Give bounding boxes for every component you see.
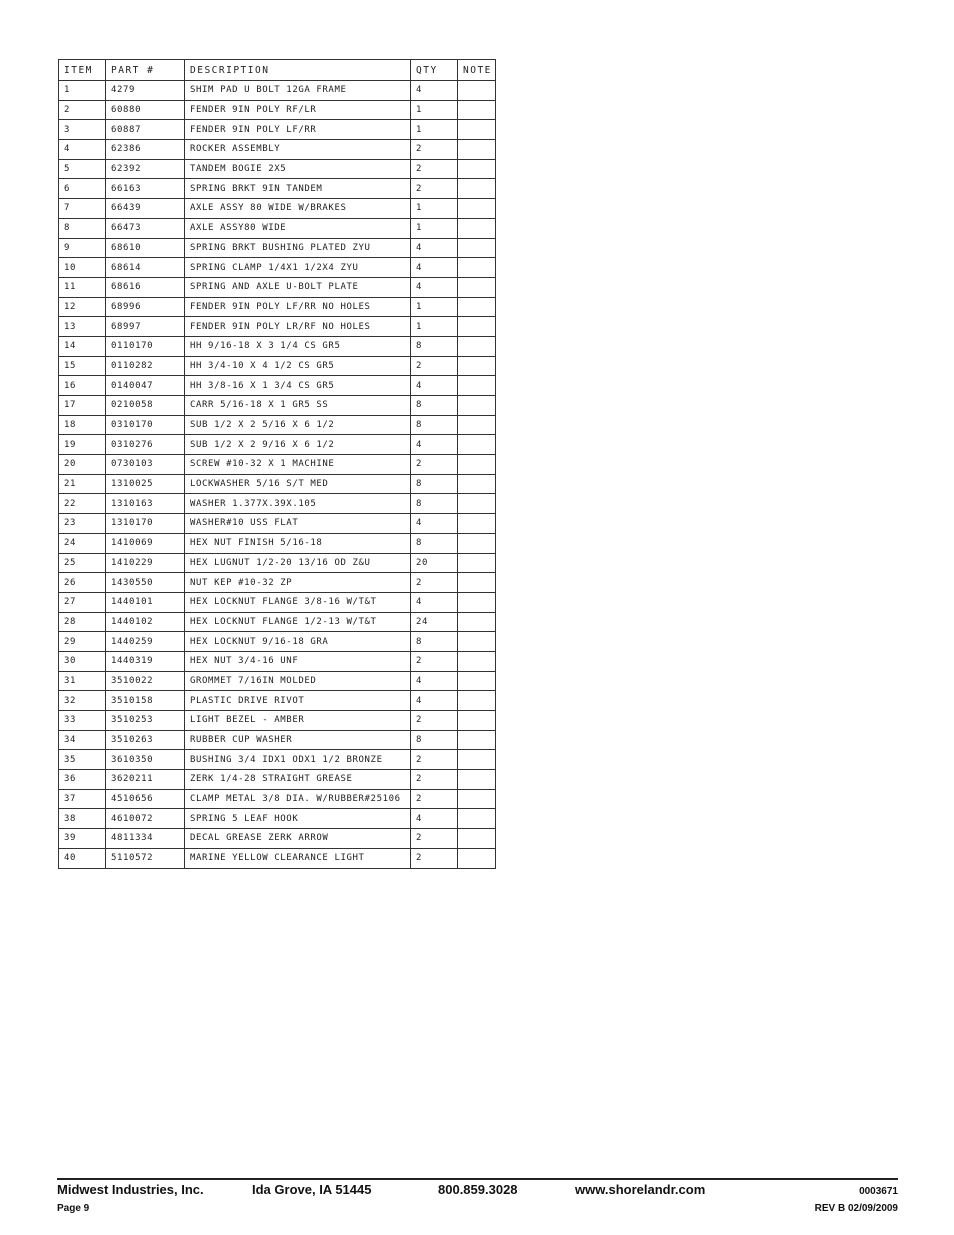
table-row (59, 120, 496, 140)
table-row (59, 317, 496, 337)
cell-item: 29 (59, 632, 106, 652)
cell-part-number: 1410229 (106, 553, 185, 573)
table-header-row (59, 60, 496, 81)
cell-part-number: 1310025 (106, 474, 185, 494)
cell-part-number: 0730103 (106, 455, 185, 475)
cell-qty: 8 (411, 336, 458, 356)
cell-description: MARINE YELLOW CLEARANCE LIGHT (185, 848, 411, 868)
cell-note (458, 100, 496, 120)
cell-note (458, 199, 496, 219)
cell-part-number: 60880 (106, 100, 185, 120)
cell-note (458, 829, 496, 849)
table-row (59, 179, 496, 199)
cell-qty: 4 (411, 277, 458, 297)
cell-qty: 1 (411, 100, 458, 120)
table-row (59, 238, 496, 258)
cell-part-number: 66473 (106, 218, 185, 238)
cell-item: 28 (59, 612, 106, 632)
cell-description: ZERK 1/4-28 STRAIGHT GREASE (185, 770, 411, 790)
cell-note (458, 651, 496, 671)
cell-item: 35 (59, 750, 106, 770)
table-row (59, 770, 496, 790)
cell-item: 25 (59, 553, 106, 573)
header-part-number: PART # (106, 60, 185, 81)
cell-description: PLASTIC DRIVE RIVOT (185, 691, 411, 711)
table-row (59, 691, 496, 711)
cell-part-number: 4610072 (106, 809, 185, 829)
cell-item: 6 (59, 179, 106, 199)
cell-qty: 1 (411, 297, 458, 317)
cell-part-number: 1440319 (106, 651, 185, 671)
cell-qty: 4 (411, 238, 458, 258)
table-row (59, 612, 496, 632)
footer-page-number: Page 9 (57, 1203, 90, 1214)
cell-description: SPRING BRKT 9IN TANDEM (185, 179, 411, 199)
cell-qty: 8 (411, 533, 458, 553)
cell-part-number: 3510158 (106, 691, 185, 711)
cell-note (458, 632, 496, 652)
cell-description: CLAMP METAL 3/8 DIA. W/RUBBER#25106 (185, 789, 411, 809)
cell-qty: 1 (411, 218, 458, 238)
header-note: NOTE (458, 60, 496, 81)
cell-part-number: 66439 (106, 199, 185, 219)
cell-note (458, 455, 496, 475)
cell-item: 7 (59, 199, 106, 219)
cell-item: 24 (59, 533, 106, 553)
cell-part-number: 0110282 (106, 356, 185, 376)
cell-description: SPRING 5 LEAF HOOK (185, 809, 411, 829)
cell-part-number: 66163 (106, 179, 185, 199)
cell-note (458, 258, 496, 278)
cell-qty: 2 (411, 651, 458, 671)
table-row (59, 336, 496, 356)
table-row (59, 730, 496, 750)
cell-description: SUB 1/2 X 2 9/16 X 6 1/2 (185, 435, 411, 455)
table-row (59, 277, 496, 297)
cell-qty: 1 (411, 120, 458, 140)
cell-qty: 4 (411, 809, 458, 829)
cell-part-number: 5110572 (106, 848, 185, 868)
header-item: ITEM (59, 60, 106, 81)
table-row (59, 415, 496, 435)
cell-item: 1 (59, 81, 106, 101)
cell-description: WASHER#10 USS FLAT (185, 514, 411, 534)
cell-description: HEX LUGNUT 1/2-20 13/16 OD Z&U (185, 553, 411, 573)
cell-item: 21 (59, 474, 106, 494)
cell-part-number: 68614 (106, 258, 185, 278)
cell-description: HEX LOCKNUT FLANGE 3/8-16 W/T&T (185, 592, 411, 612)
table-row (59, 376, 496, 396)
cell-part-number: 1310170 (106, 514, 185, 534)
table-row (59, 592, 496, 612)
cell-part-number: 1430550 (106, 573, 185, 593)
cell-part-number: 68616 (106, 277, 185, 297)
footer-revision: REV B 02/09/2009 (814, 1203, 898, 1214)
table-row (59, 829, 496, 849)
cell-note (458, 750, 496, 770)
cell-part-number: 60887 (106, 120, 185, 140)
table-row (59, 159, 496, 179)
table-row (59, 514, 496, 534)
cell-description: NUT KEP #10-32 ZP (185, 573, 411, 593)
cell-qty: 8 (411, 396, 458, 416)
cell-note (458, 671, 496, 691)
cell-qty: 8 (411, 415, 458, 435)
cell-qty: 8 (411, 730, 458, 750)
table-row (59, 789, 496, 809)
cell-qty: 2 (411, 356, 458, 376)
cell-part-number: 4811334 (106, 829, 185, 849)
cell-part-number: 0310170 (106, 415, 185, 435)
cell-item: 8 (59, 218, 106, 238)
header-description: DESCRIPTION (185, 60, 411, 81)
cell-note (458, 612, 496, 632)
cell-description: CARR 5/16-18 X 1 GR5 SS (185, 396, 411, 416)
cell-note (458, 474, 496, 494)
cell-note (458, 336, 496, 356)
cell-note (458, 120, 496, 140)
cell-item: 26 (59, 573, 106, 593)
cell-part-number: 3610350 (106, 750, 185, 770)
parts-list-body (59, 81, 496, 869)
cell-qty: 2 (411, 573, 458, 593)
cell-note (458, 415, 496, 435)
cell-item: 11 (59, 277, 106, 297)
cell-qty: 2 (411, 159, 458, 179)
cell-description: BUSHING 3/4 IDX1 ODX1 1/2 BRONZE (185, 750, 411, 770)
cell-note (458, 592, 496, 612)
cell-item: 14 (59, 336, 106, 356)
cell-part-number: 0210058 (106, 396, 185, 416)
cell-part-number: 1440101 (106, 592, 185, 612)
cell-item: 4 (59, 140, 106, 160)
cell-part-number: 1440259 (106, 632, 185, 652)
cell-part-number: 0310276 (106, 435, 185, 455)
cell-item: 40 (59, 848, 106, 868)
cell-description: GROMMET 7/16IN MOLDED (185, 671, 411, 691)
table-row (59, 297, 496, 317)
cell-item: 27 (59, 592, 106, 612)
cell-note (458, 730, 496, 750)
table-row (59, 632, 496, 652)
cell-part-number: 4279 (106, 81, 185, 101)
cell-item: 39 (59, 829, 106, 849)
table-row (59, 455, 496, 475)
cell-item: 23 (59, 514, 106, 534)
cell-qty: 8 (411, 632, 458, 652)
cell-part-number: 62386 (106, 140, 185, 160)
footer-phone: 800.859.3028 (438, 1182, 518, 1197)
cell-note (458, 691, 496, 711)
cell-qty: 4 (411, 81, 458, 101)
cell-description: SUB 1/2 X 2 5/16 X 6 1/2 (185, 415, 411, 435)
cell-part-number: 1440102 (106, 612, 185, 632)
cell-note (458, 356, 496, 376)
table-row (59, 81, 496, 101)
cell-qty: 20 (411, 553, 458, 573)
cell-part-number: 68997 (106, 317, 185, 337)
cell-note (458, 789, 496, 809)
cell-qty: 4 (411, 435, 458, 455)
cell-part-number: 4510656 (106, 789, 185, 809)
cell-description: FENDER 9IN POLY RF/LR (185, 100, 411, 120)
table-row (59, 750, 496, 770)
cell-description: HH 9/16-18 X 3 1/4 CS GR5 (185, 336, 411, 356)
cell-note (458, 238, 496, 258)
cell-qty: 2 (411, 455, 458, 475)
cell-qty: 24 (411, 612, 458, 632)
cell-note (458, 533, 496, 553)
cell-qty: 2 (411, 140, 458, 160)
cell-note (458, 494, 496, 514)
cell-description: SPRING AND AXLE U-BOLT PLATE (185, 277, 411, 297)
cell-note (458, 573, 496, 593)
cell-description: HEX NUT FINISH 5/16-18 (185, 533, 411, 553)
table-row (59, 356, 496, 376)
cell-description: TANDEM BOGIE 2X5 (185, 159, 411, 179)
table-row (59, 533, 496, 553)
cell-description: RUBBER CUP WASHER (185, 730, 411, 750)
table-row (59, 396, 496, 416)
cell-note (458, 277, 496, 297)
cell-part-number: 3510263 (106, 730, 185, 750)
cell-item: 10 (59, 258, 106, 278)
parts-list-table (58, 59, 496, 869)
cell-qty: 4 (411, 514, 458, 534)
cell-description: HH 3/4-10 X 4 1/2 CS GR5 (185, 356, 411, 376)
footer-divider (57, 1178, 898, 1180)
cell-qty: 2 (411, 789, 458, 809)
cell-note (458, 179, 496, 199)
cell-description: WASHER 1.377X.39X.105 (185, 494, 411, 514)
cell-part-number: 3620211 (106, 770, 185, 790)
cell-item: 30 (59, 651, 106, 671)
cell-part-number: 62392 (106, 159, 185, 179)
table-row (59, 140, 496, 160)
cell-item: 34 (59, 730, 106, 750)
cell-description: HEX LOCKNUT FLANGE 1/2-13 W/T&T (185, 612, 411, 632)
cell-part-number: 0140047 (106, 376, 185, 396)
cell-note (458, 297, 496, 317)
cell-part-number: 68996 (106, 297, 185, 317)
cell-description: HEX NUT 3/4-16 UNF (185, 651, 411, 671)
cell-description: SHIM PAD U BOLT 12GA FRAME (185, 81, 411, 101)
cell-item: 9 (59, 238, 106, 258)
cell-item: 16 (59, 376, 106, 396)
cell-qty: 8 (411, 494, 458, 514)
cell-item: 15 (59, 356, 106, 376)
cell-qty: 2 (411, 848, 458, 868)
cell-item: 32 (59, 691, 106, 711)
cell-qty: 4 (411, 376, 458, 396)
cell-item: 17 (59, 396, 106, 416)
cell-item: 13 (59, 317, 106, 337)
cell-qty: 2 (411, 770, 458, 790)
cell-qty: 1 (411, 317, 458, 337)
footer-company: Midwest Industries, Inc. (57, 1182, 204, 1197)
footer-website: www.shorelandr.com (575, 1182, 706, 1197)
cell-qty: 2 (411, 750, 458, 770)
cell-part-number: 1410069 (106, 533, 185, 553)
table-row (59, 435, 496, 455)
cell-part-number: 3510022 (106, 671, 185, 691)
table-row (59, 218, 496, 238)
cell-item: 3 (59, 120, 106, 140)
cell-note (458, 435, 496, 455)
cell-description: FENDER 9IN POLY LR/RF NO HOLES (185, 317, 411, 337)
cell-note (458, 770, 496, 790)
cell-description: ROCKER ASSEMBLY (185, 140, 411, 160)
cell-qty: 4 (411, 258, 458, 278)
cell-item: 19 (59, 435, 106, 455)
cell-item: 18 (59, 415, 106, 435)
cell-description: LIGHT BEZEL - AMBER (185, 711, 411, 731)
footer-location: Ida Grove, IA 51445 (252, 1182, 372, 1197)
table-row (59, 671, 496, 691)
cell-qty: 2 (411, 179, 458, 199)
cell-item: 38 (59, 809, 106, 829)
table-row (59, 258, 496, 278)
table-row (59, 573, 496, 593)
cell-description: SPRING CLAMP 1/4X1 1/2X4 ZYU (185, 258, 411, 278)
cell-part-number: 3510253 (106, 711, 185, 731)
cell-note (458, 159, 496, 179)
cell-note (458, 218, 496, 238)
table-row (59, 474, 496, 494)
cell-qty: 4 (411, 592, 458, 612)
cell-item: 37 (59, 789, 106, 809)
cell-qty: 2 (411, 711, 458, 731)
cell-description: FENDER 9IN POLY LF/RR (185, 120, 411, 140)
cell-qty: 4 (411, 691, 458, 711)
cell-qty: 1 (411, 199, 458, 219)
header-qty: QTY (411, 60, 458, 81)
table-row (59, 494, 496, 514)
cell-note (458, 81, 496, 101)
cell-part-number: 1310163 (106, 494, 185, 514)
cell-note (458, 711, 496, 731)
cell-description: HH 3/8-16 X 1 3/4 CS GR5 (185, 376, 411, 396)
cell-item: 2 (59, 100, 106, 120)
cell-description: SPRING BRKT BUSHING PLATED ZYU (185, 238, 411, 258)
cell-item: 22 (59, 494, 106, 514)
table-row (59, 100, 496, 120)
cell-note (458, 514, 496, 534)
cell-item: 5 (59, 159, 106, 179)
cell-note (458, 553, 496, 573)
table-row (59, 553, 496, 573)
cell-note (458, 317, 496, 337)
table-row (59, 809, 496, 829)
cell-description: AXLE ASSY80 WIDE (185, 218, 411, 238)
cell-description: SCREW #10-32 X 1 MACHINE (185, 455, 411, 475)
cell-qty: 8 (411, 474, 458, 494)
cell-part-number: 0110170 (106, 336, 185, 356)
cell-item: 36 (59, 770, 106, 790)
table-row (59, 199, 496, 219)
cell-description: FENDER 9IN POLY LF/RR NO HOLES (185, 297, 411, 317)
cell-item: 20 (59, 455, 106, 475)
cell-item: 33 (59, 711, 106, 731)
cell-description: DECAL GREASE ZERK ARROW (185, 829, 411, 849)
cell-item: 31 (59, 671, 106, 691)
table-row (59, 848, 496, 868)
cell-description: LOCKWASHER 5/16 S/T MED (185, 474, 411, 494)
footer-doc-number: 0003671 (859, 1186, 898, 1197)
cell-part-number: 68610 (106, 238, 185, 258)
cell-note (458, 376, 496, 396)
cell-note (458, 809, 496, 829)
table-row (59, 711, 496, 731)
cell-description: AXLE ASSY 80 WIDE W/BRAKES (185, 199, 411, 219)
cell-description: HEX LOCKNUT 9/16-18 GRA (185, 632, 411, 652)
cell-item: 12 (59, 297, 106, 317)
cell-note (458, 396, 496, 416)
cell-qty: 2 (411, 829, 458, 849)
cell-qty: 4 (411, 671, 458, 691)
cell-note (458, 848, 496, 868)
cell-note (458, 140, 496, 160)
table-row (59, 651, 496, 671)
